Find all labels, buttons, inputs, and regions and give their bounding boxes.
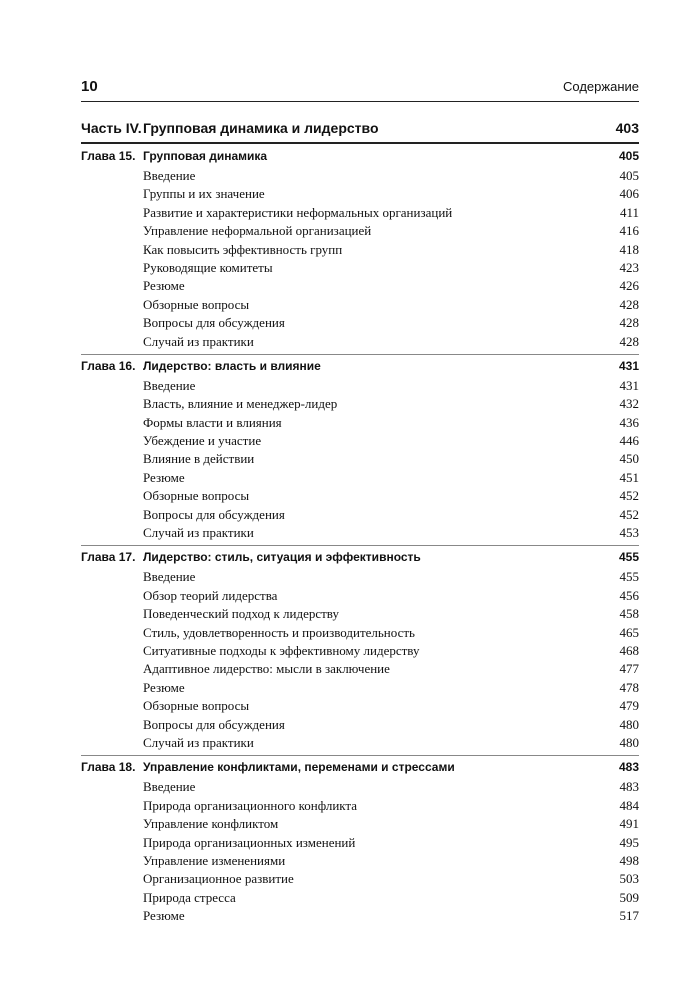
entry-page: 498 (619, 852, 639, 868)
toc-entry (81, 798, 639, 816)
entry-title: Случай из практики (143, 734, 254, 750)
entry-title: Случай из практики (143, 333, 254, 349)
part-label: Часть IV. (81, 120, 142, 136)
entry-page: 465 (619, 624, 639, 640)
entry-page: 416 (619, 223, 639, 239)
toc-entry (81, 186, 639, 204)
entry-page: 432 (619, 396, 639, 412)
entry-title: Резюме (143, 469, 185, 485)
chapter-page: 483 (618, 760, 639, 775)
chapter-title: Лидерство: стиль, ситуация и эффективность (143, 550, 421, 565)
entry-title: Власть, влияние и менеджер-лидер (143, 396, 338, 412)
toc-entry (81, 396, 639, 414)
chapter-label: Глава 17. (81, 550, 136, 565)
toc-entry (81, 835, 639, 853)
entry-page: 423 (619, 259, 639, 275)
toc-entry (81, 451, 639, 469)
entry-title: Формы власти и влияния (143, 414, 282, 430)
entry-title: Управление изменениями (143, 852, 286, 868)
entry-title: Вопросы для обсуждения (143, 506, 285, 522)
entry-page: 450 (619, 451, 639, 467)
entry-page: 477 (619, 661, 639, 677)
toc-entry (81, 507, 639, 525)
chapter-title: Групповая динамика (143, 149, 268, 163)
chapter-block (81, 550, 639, 756)
entry-page: 480 (619, 716, 639, 732)
entry-title: Резюме (143, 908, 185, 924)
toc-entry (81, 569, 639, 587)
chapter-heading (81, 550, 639, 569)
entry-title: Обзор теорий лидерства (143, 587, 278, 603)
entry-page: 478 (619, 679, 639, 695)
entry-page: 436 (619, 414, 639, 430)
entry-page: 452 (619, 488, 639, 504)
part-heading (81, 120, 639, 140)
part-rule (81, 142, 639, 144)
entry-title: Развитие и характеристики неформальных организаций (143, 204, 453, 220)
table-of-contents (81, 149, 639, 932)
page-number: 10 (81, 78, 98, 95)
toc-entry (81, 488, 639, 506)
entry-title: Руководящие комитеты (143, 259, 273, 275)
entry-title: Случай из практики (143, 525, 254, 541)
entry-page: 509 (619, 889, 639, 905)
chapter-block (81, 359, 639, 547)
toc-entry (81, 588, 639, 606)
entry-title: Вопросы для обсуждения (143, 315, 285, 331)
toc-entry (81, 415, 639, 433)
entry-title: Организационное развитие (143, 871, 294, 887)
entry-title: Резюме (143, 278, 185, 294)
entry-page: 491 (619, 816, 639, 832)
entry-page: 495 (619, 834, 639, 850)
entry-title: Природа организационного конфликта (143, 797, 358, 813)
entry-page: 468 (619, 642, 639, 658)
toc-entry (81, 816, 639, 834)
chapter-block (81, 149, 639, 355)
toc-entry (81, 297, 639, 315)
toc-entry (81, 625, 639, 643)
toc-entry (81, 643, 639, 661)
toc-entry (81, 378, 639, 396)
chapter-label: Глава 18. (81, 760, 136, 775)
entry-page: 517 (619, 908, 639, 924)
entry-title: Адаптивное лидерство: мысли в заключение (143, 661, 390, 677)
entry-page: 503 (619, 871, 639, 887)
entry-title: Природа организационных изменений (143, 834, 356, 850)
entry-title: Поведенческий подход к лидерству (143, 606, 340, 622)
entry-page: 483 (619, 779, 639, 795)
chapter-block (81, 760, 639, 928)
entry-page: 479 (619, 698, 639, 714)
entry-page: 406 (619, 186, 639, 202)
entry-title: Управление конфликтом (143, 816, 279, 832)
entry-page: 418 (619, 241, 639, 257)
entry-page: 428 (619, 315, 639, 331)
chapter-title: Лидерство: власть и влияние (143, 358, 321, 373)
entry-title: Введение (143, 168, 196, 183)
toc-entry (81, 525, 639, 543)
entry-title: Введение (143, 377, 196, 393)
entry-title: Резюме (143, 679, 185, 695)
toc-entry (81, 205, 639, 223)
entry-title: Обзорные вопросы (143, 698, 250, 714)
toc-entry (81, 470, 639, 488)
header-rule (81, 101, 639, 102)
toc-entry (81, 871, 639, 889)
entry-title: Вопросы для обсуждения (143, 716, 285, 732)
toc-entry (81, 315, 639, 333)
toc-entry (81, 661, 639, 679)
entry-page: 428 (619, 296, 639, 312)
chapter-heading (81, 149, 639, 168)
toc-entry (81, 908, 639, 926)
entry-title: Влияние в действии (143, 451, 255, 467)
part-title: Групповая динамика и лидерство (143, 120, 379, 136)
chapter-page: 431 (618, 358, 639, 373)
chapter-page: 405 (618, 149, 639, 163)
toc-entry (81, 680, 639, 698)
toc-entry (81, 717, 639, 735)
toc-entry (81, 278, 639, 296)
entry-page: 480 (619, 734, 639, 750)
entry-page: 453 (619, 525, 639, 541)
entry-title: Группы и их значение (143, 186, 265, 202)
toc-entry (81, 853, 639, 871)
chapter-title: Управление конфликтами, переменами и стрессами (143, 760, 455, 775)
entry-title: Управление неформальной организацией (143, 223, 372, 239)
entry-page: 451 (619, 469, 639, 485)
entry-page: 426 (619, 278, 639, 294)
entry-page: 431 (619, 377, 639, 393)
toc-entry (81, 779, 639, 797)
chapter-label: Глава 15. (81, 149, 136, 163)
entry-title: Стиль, удовлетворенность и производительность (143, 624, 415, 640)
page-header (81, 78, 639, 100)
toc-entry (81, 334, 639, 352)
toc-entry (81, 698, 639, 716)
entry-page: 446 (619, 433, 639, 449)
entry-page: 455 (619, 569, 639, 585)
toc-entry (81, 223, 639, 241)
entry-title: Природа стресса (143, 889, 236, 905)
toc-entry (81, 433, 639, 451)
toc-entry (81, 168, 639, 186)
entry-page: 411 (619, 204, 639, 220)
toc-entry (81, 735, 639, 753)
entry-page: 458 (619, 606, 639, 622)
toc-entry (81, 242, 639, 260)
chapter-label: Глава 16. (81, 358, 136, 373)
chapter-page: 455 (618, 550, 639, 565)
toc-entry (81, 260, 639, 278)
toc-entry (81, 890, 639, 908)
toc-entry (81, 606, 639, 624)
entry-page: 484 (619, 797, 639, 813)
entry-page: 452 (619, 506, 639, 522)
running-title: Содержание (563, 79, 639, 94)
entry-title: Обзорные вопросы (143, 296, 250, 312)
entry-page: 405 (619, 168, 639, 183)
part-page: 403 (615, 120, 639, 136)
entry-title: Введение (143, 569, 196, 585)
entry-title: Ситуативные подходы к эффективному лидерству (143, 642, 420, 658)
entry-page: 428 (619, 333, 639, 349)
chapter-heading (81, 760, 639, 779)
entry-title: Обзорные вопросы (143, 488, 250, 504)
entry-title: Введение (143, 779, 196, 795)
entry-title: Как повысить эффективность групп (143, 241, 343, 257)
entry-page: 456 (619, 587, 639, 603)
chapter-heading (81, 359, 639, 378)
entry-title: Убеждение и участие (143, 433, 262, 449)
